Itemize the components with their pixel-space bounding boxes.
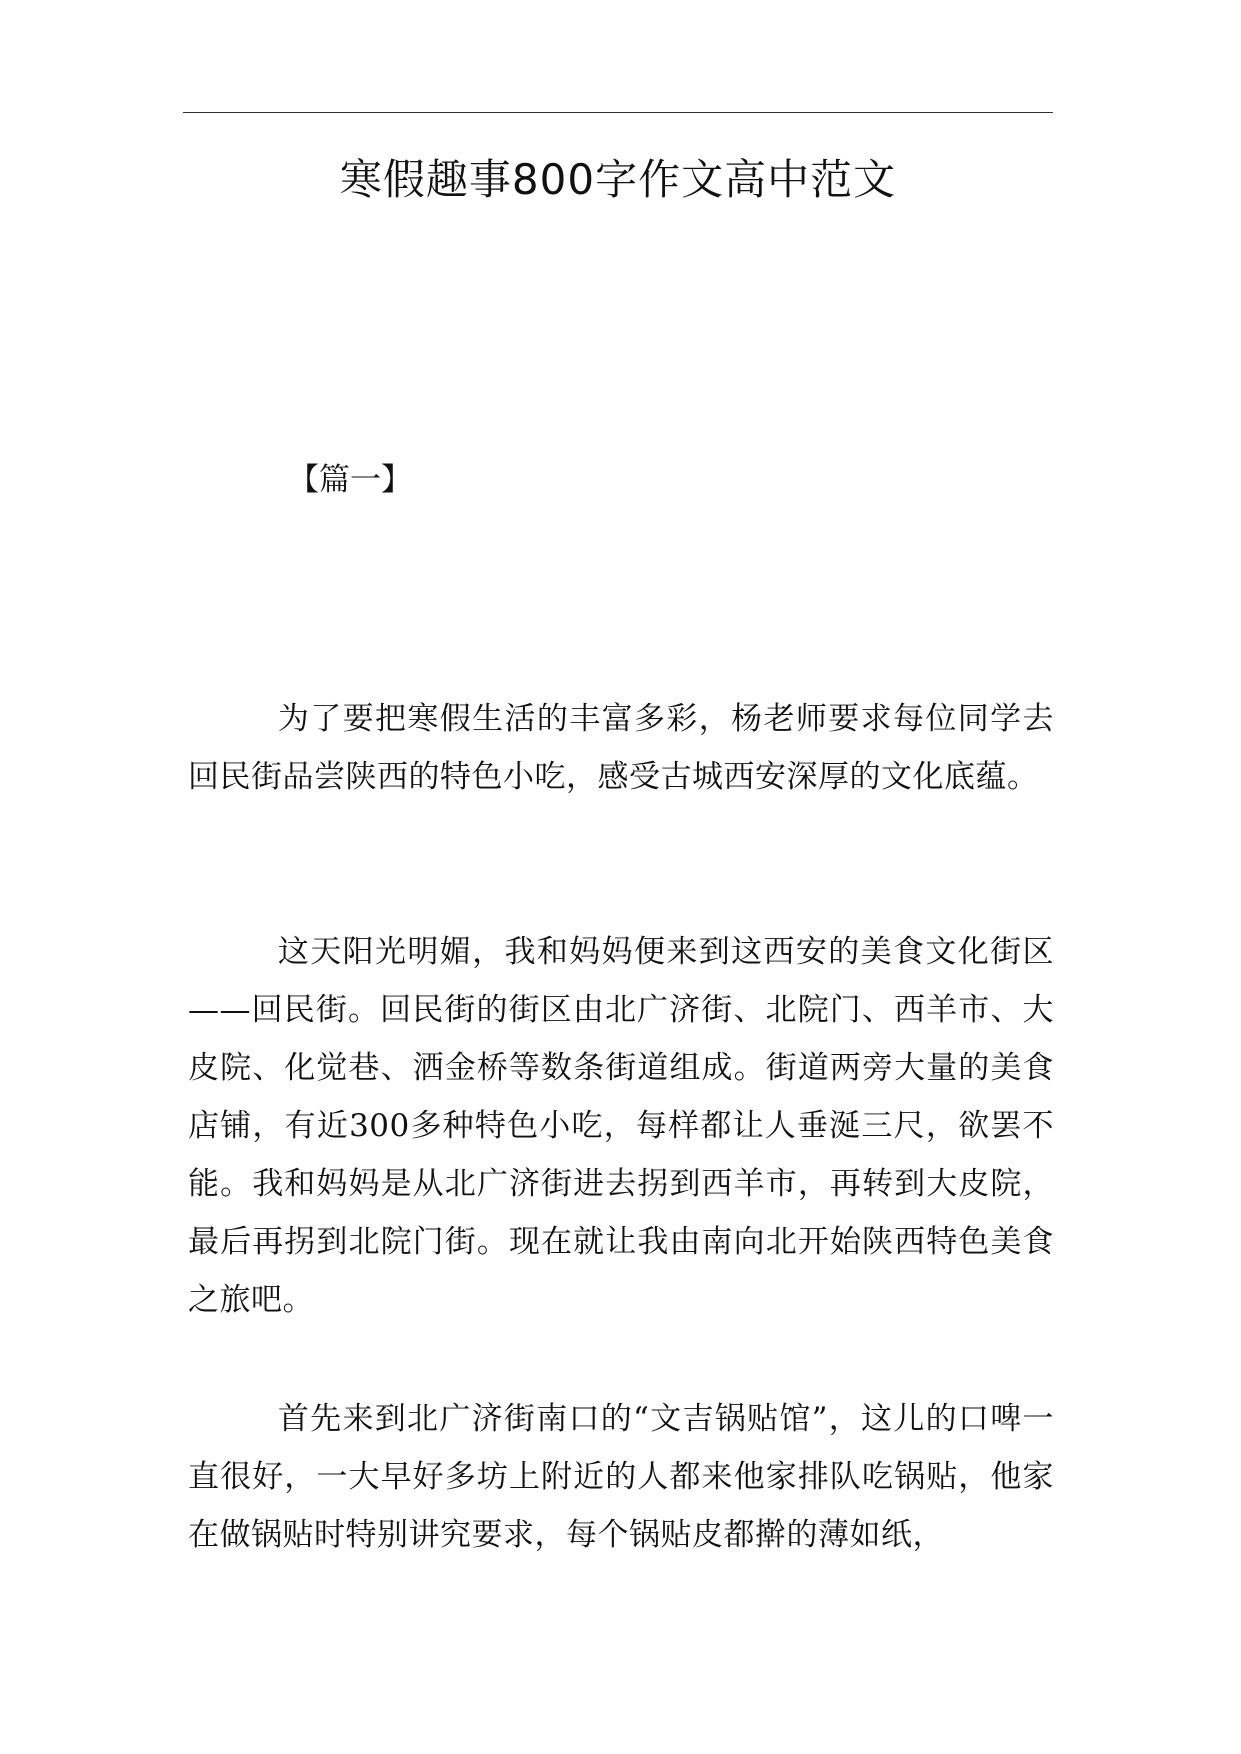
paragraph-3: 首先来到北广济街南口的“文吉锅贴馆”，这儿的口啤一直很好，一大早好多坊上附近的人都来他家排队吃锅贴，他家在做锅贴时特别讲究要求，每个锅贴皮都擀的薄如纸， bbox=[188, 1401, 1054, 1553]
header-rule bbox=[183, 112, 1053, 113]
paragraph-1: 为了要把寒假生活的丰富多彩，杨老师要求每位同学去回民街品尝陕西的特色小吃，感受古城西安深厚的文化底蕴。 bbox=[188, 701, 1054, 795]
document-title: 寒假趣事800字作文高中范文 bbox=[339, 155, 897, 204]
paragraph-2: 这天阳光明媚，我和妈妈便来到这西安的美食文化街区——回民街。回民街的街区由北广济街、北院门、西羊市、大皮院、化觉巷、洒金桥等数条街道组成。街道两旁大量的美食店铺，有近300多种特色小吃，每样都让人垂涎三尺，欲罢不能。我和妈妈是从北广济街进去拐到西羊市，再转到大皮院，最后再拐到北院门街。现在就让我由南向北开始陕西特色美食之旅吧。 bbox=[188, 934, 1054, 1318]
section-label: 【篇一】 bbox=[288, 462, 412, 498]
